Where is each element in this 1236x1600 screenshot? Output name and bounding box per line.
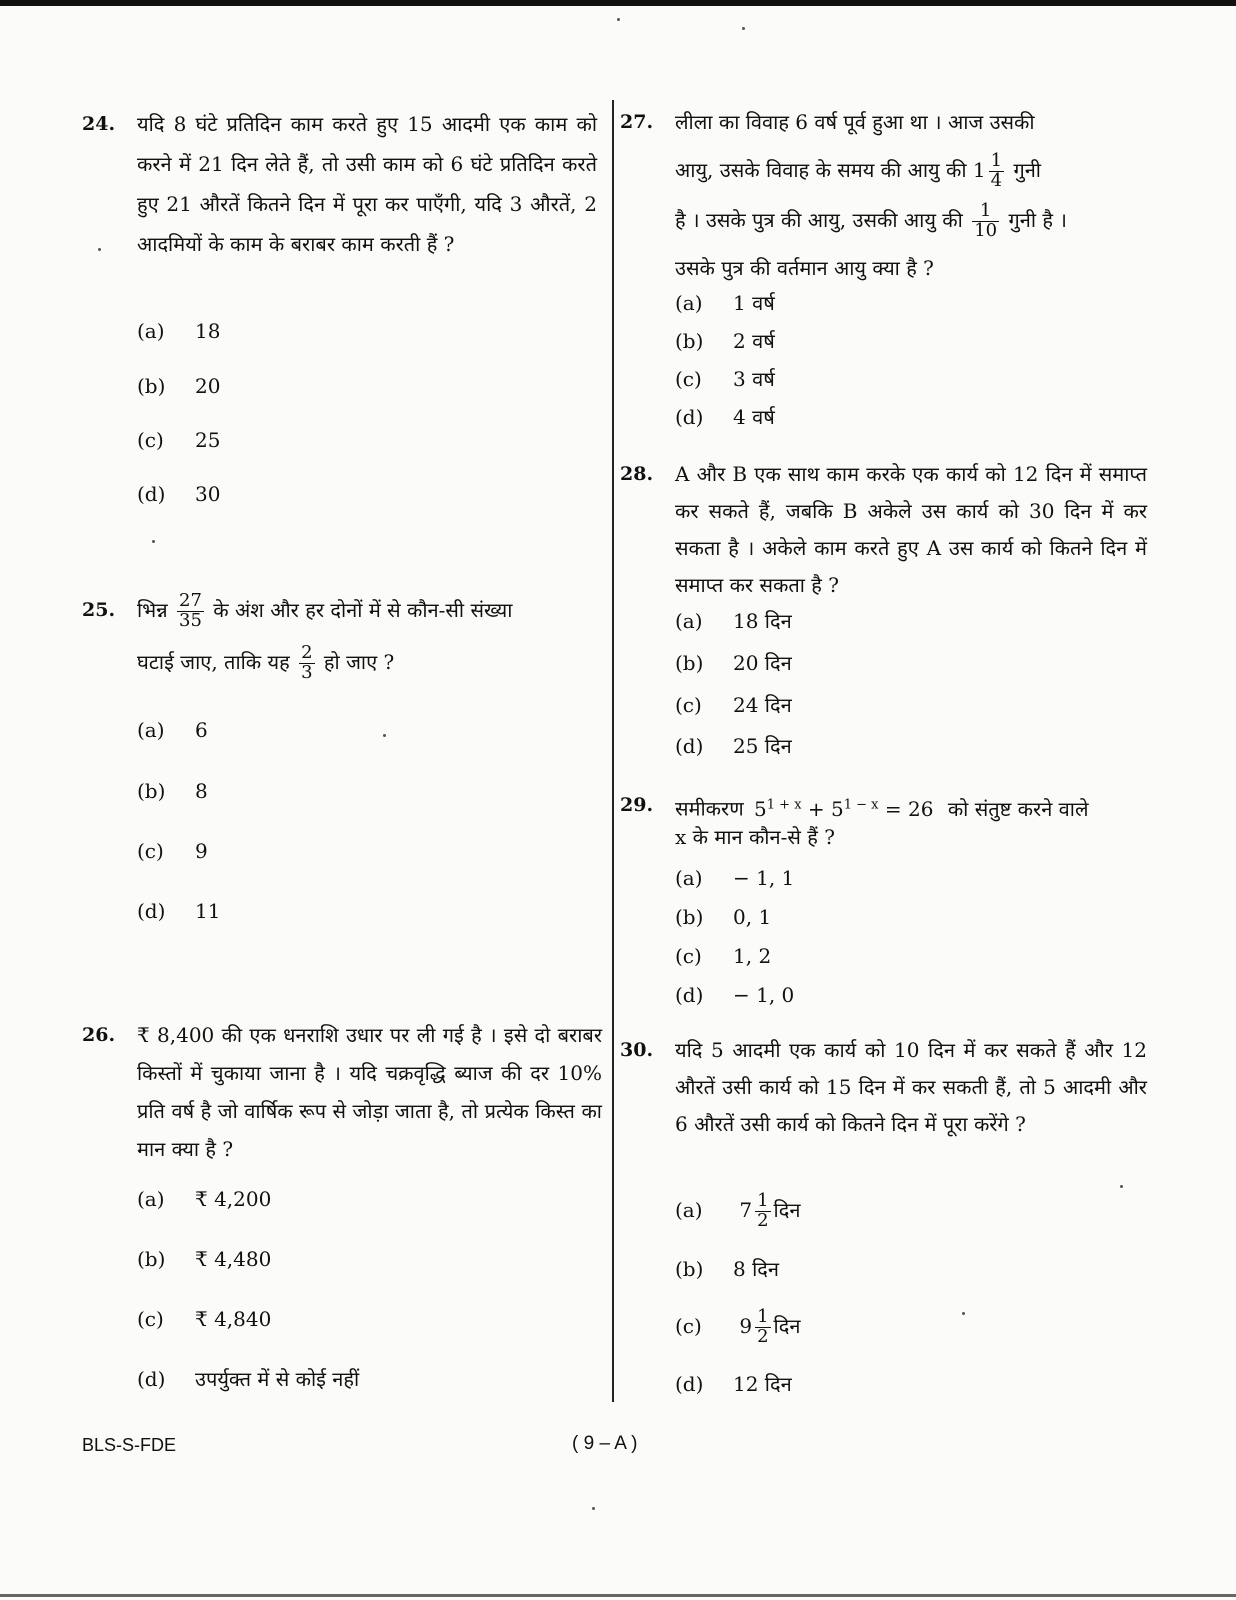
option-value: 1, 2 [733,944,772,968]
option-label: (b) [675,651,704,675]
option-b[interactable] [137,371,220,401]
question-27 [620,102,1150,442]
option-d[interactable] [675,980,794,1010]
option-value: 24 दिन [733,693,792,717]
option-value: 0, 1 [733,905,772,929]
question-line-4: उसके पुत्र की वर्तमान आयु क्या है ? [675,256,934,280]
option-label: (d) [675,983,704,1007]
option-value: 1 वर्ष [733,291,775,315]
option-label: (c) [675,1314,702,1338]
option-c[interactable] [675,690,792,720]
option-c[interactable] [137,836,208,866]
option-label: (b) [137,779,166,803]
question-24 [82,104,602,574]
option-value: 30 [195,482,221,506]
fraction-2-3: $\frac{2}{3}$ [301,642,313,683]
option-value: 12 दिन [733,1372,792,1396]
option-a[interactable] [675,863,794,893]
question-26 [82,1016,602,1396]
option-b[interactable] [675,902,771,932]
question-28 [620,456,1150,766]
question-30 [620,1032,1150,1402]
question-29 [620,785,1150,1025]
fraction-27-35: $\frac{27}{35}$ [179,590,202,631]
option-value: ₹ 4,840 [195,1307,272,1331]
scan-speck [1120,1185,1123,1188]
option-d[interactable] [675,1369,792,1399]
option-value: − 1, 1 [733,866,795,890]
option-d[interactable] [675,731,792,761]
question-number: 26. [82,1024,116,1046]
option-value: 11 [195,899,221,923]
option-value: 18 [195,319,221,343]
option-label: (d) [675,734,704,758]
top-border-rule [0,0,1236,6]
option-value: उपर्युक्त में से कोई नहीं [195,1367,360,1391]
option-value: 9 $\frac{1}{2}$ दिन [739,1306,801,1347]
question-number: 24. [82,113,116,135]
option-c[interactable] [137,1304,271,1334]
question-number: 27. [620,111,654,133]
scan-speck [617,18,620,21]
option-d[interactable] [675,402,775,432]
option-label: (d) [137,482,166,506]
equation: $5^{1 + x} + 5^{1 - x} = 26$ [754,796,934,821]
option-value: 6 [195,718,208,742]
option-label: (a) [675,866,703,890]
option-value: 2 वर्ष [733,329,775,353]
scan-speck [152,540,155,543]
option-c[interactable] [675,364,775,394]
option-value: 8 दिन [733,1257,779,1281]
question-equation-line: समीकरण $5^{1 + x} + 5^{1 - x} = 26$ को संतुष्ट करने वाले [675,796,1089,821]
mixed-number-1-1-4: 1 $\frac{1}{4}$ [972,150,1003,191]
fraction-1-10: $\frac{1}{10}$ [974,200,998,241]
option-c[interactable] [675,1298,800,1354]
option-d[interactable] [137,1364,359,1394]
option-b[interactable] [675,326,775,356]
option-a[interactable] [137,1184,271,1214]
question-number: 29. [620,794,654,816]
option-label: (a) [137,1187,165,1211]
option-label: (b) [675,905,704,929]
option-b[interactable] [137,1244,271,1274]
option-b[interactable] [137,776,208,806]
question-line-2: घटाई जाए, ताकि यह $\frac{2}{3}$ हो जाए ? [137,642,395,683]
option-label: (a) [137,718,165,742]
option-label: (c) [675,944,702,968]
scan-speck [383,734,386,737]
option-value: 25 दिन [733,734,792,758]
option-label: (b) [675,1257,704,1281]
question-number: 28. [620,463,654,485]
option-c[interactable] [675,941,771,971]
option-label: (d) [137,899,166,923]
option-label: (c) [137,428,164,452]
option-label: (c) [675,693,702,717]
option-c[interactable] [137,425,220,455]
option-value: ₹ 4,200 [195,1187,272,1211]
option-value: 8 [195,779,208,803]
bottom-border-rule [0,1594,1236,1597]
option-d[interactable] [137,479,220,509]
question-number: 25. [82,599,116,621]
option-value: 25 [195,428,221,452]
option-label: (a) [675,1198,703,1222]
option-label: (b) [137,1247,166,1271]
page-number: ( 9 – A ) [572,1433,638,1454]
question-line-1: भिन्न $\frac{27}{35}$ के अंश और हर दोनों में से कौन-सी संख्या [137,590,513,631]
option-label: (c) [137,839,164,863]
option-a[interactable] [675,1182,800,1238]
option-label: (d) [137,1367,166,1391]
question-line-1: लीला का विवाह 6 वर्ष पूर्व हुआ था । आज उसकी [675,110,1035,134]
option-a[interactable] [675,288,775,318]
option-label: (d) [675,1372,704,1396]
option-b[interactable] [675,1254,779,1284]
scan-speck [592,1507,595,1510]
option-label: (a) [675,609,703,633]
question-text: यदि 8 घंटे प्रतिदिन काम करते हुए 15 आदमी एक काम को करने में 21 दिन लेते हैं, तो उसी काम को 6 घंटे प्रतिदिन करते हुए 21 औरतें कितने दिन में पूरा कर पाएँगी, यदि 3 औरतें, 2 आदमियों के काम के बराबर काम करती हैं ? [137,112,597,256]
option-label: (a) [675,291,703,315]
option-value: 4 वर्ष [733,405,775,429]
option-value: 9 [195,839,208,863]
question-number: 30. [620,1039,654,1061]
option-value: 20 [195,374,221,398]
option-label: (c) [675,367,702,391]
option-d[interactable] [137,896,220,926]
option-label: (b) [137,374,166,398]
question-text: ₹ 8,400 की एक धनराशि उधार पर ली गई है । इसे दो बराबर किस्तों में चुकाया जाना है । यदि चक्रवृद्धि ब्याज की दर 10% प्रति वर्ष है जो वार्षिक रूप से जोड़ा जाता है, तो प्रत्येक किस्त का मान क्या है ? [137,1023,602,1161]
option-value: 18 दिन [733,609,792,633]
option-value: − 1, 0 [733,983,795,1007]
option-a[interactable] [137,316,220,346]
option-a[interactable] [137,715,208,745]
question-text: यदि 5 आदमी एक कार्य को 10 दिन में कर सकते हैं और 12 औरतें उसी कार्य को 15 दिन में कर सकती हैं, तो 5 आदमी और 6 औरतें उसी कार्य को कितने दिन में पूरा करेंगे ? [675,1038,1147,1136]
booklet-code: BLS-S-FDE [82,1435,177,1455]
question-line-2: x के मान कौन-से हैं ? [675,825,835,849]
question-line-3: है । उसके पुत्र की आयु, उसकी आयु की $\frac{1}{10}$ गुनी है । [675,200,1067,241]
option-value: ₹ 4,480 [195,1247,272,1271]
option-value: 20 दिन [733,651,792,675]
option-label: (d) [675,405,704,429]
option-value: 7 $\frac{1}{2}$ दिन [739,1190,801,1231]
option-b[interactable] [675,648,792,678]
option-a[interactable] [675,606,792,636]
option-label: (b) [675,329,704,353]
question-text: A और B एक साथ काम करके एक कार्य को 12 दिन में समाप्त कर सकते हैं, जबकि B अकेले उस कार्य को 30 दिन में कर सकता है । अकेले काम करते हुए A उस कार्य को कितने दिन में समाप्त कर सकता है ? [675,462,1147,597]
option-label: (c) [137,1307,164,1331]
option-label: (a) [137,319,165,343]
option-value: 3 वर्ष [733,367,775,391]
scan-speck [962,1312,965,1315]
question-25 [82,582,602,952]
column-divider [612,100,614,1402]
question-line-2: आयु, उसके विवाह के समय की आयु की 1 $\frac{1}{4}$ गुनी [675,150,1041,191]
scan-speck [742,27,745,30]
scan-speck [98,248,101,251]
